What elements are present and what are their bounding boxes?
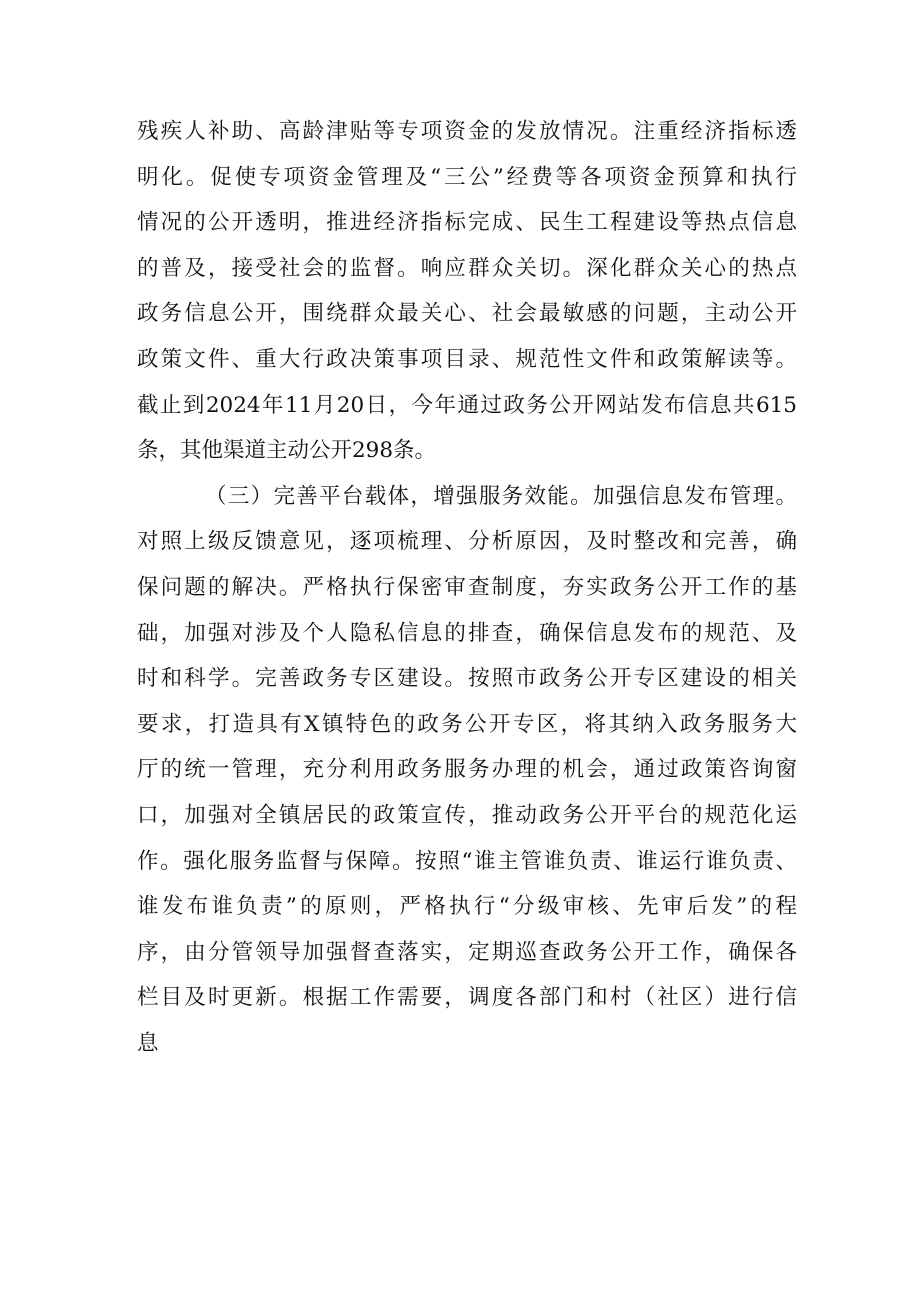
text-line-13: 时和科学。完善政务专区建设。按照市政务公开专区建设的相关: [137, 666, 797, 692]
text-line-5: 政务信息公开，围绕群众最关心、社会最敏感的问题，主动公开: [137, 301, 797, 327]
body-text: [137, 109, 797, 1066]
text-line-10: 对照上级反馈意见，逐项梳理、分析原因，及时整改和完善，确: [137, 529, 797, 555]
text-line-7: 截止到2024年11月20日，今年通过政务公开网站发布信息共615: [137, 392, 797, 418]
text-line-6: 政策文件、重大行政决策事项目录、规范性文件和政策解读等。: [137, 346, 797, 372]
text-line-15: 厅的统一管理，充分利用政务服务办理的机会，通过政策咨询窗: [137, 757, 797, 783]
text-line-2: 明化。促使专项资金管理及“三公”经费等各项资金预算和执行: [137, 164, 797, 190]
text-line-3: 情况的公开透明，推进经济指标完成、民生工程建设等热点信息: [137, 210, 797, 236]
text-line-14: 要求，打造具有X镇特色的政务公开专区，将其纳入政务服务大: [137, 711, 797, 737]
text-line-18: 谁发布谁负责”的原则，严格执行“分级审核、先审后发”的程: [137, 894, 797, 920]
text-line-19: 序，由分管领导加强督查落实，定期巡查政务公开工作，确保各: [137, 939, 797, 965]
text-line-4: 的普及，接受社会的监督。响应群众关切。深化群众关心的热点: [137, 255, 797, 281]
text-line-17: 作。强化服务监督与保障。按照“谁主管谁负责、谁运行谁负责、: [137, 848, 797, 874]
text-line-21: 息: [137, 1030, 159, 1056]
section-heading-3: （三）完善平台载体，增强服务效能。加强信息发布管理。: [205, 483, 797, 509]
text-line-12: 础，加强对涉及个人隐私信息的排查，确保信息发布的规范、及: [137, 620, 797, 646]
text-line-11: 保问题的解决。严格执行保密审查制度，夯实政务公开工作的基: [137, 574, 797, 600]
text-line-1: 残疾人补助、高龄津贴等专项资金的发放情况。注重经济指标透: [137, 119, 797, 144]
text-line-16: 口，加强对全镇居民的政策宣传，推动政务公开平台的规范化运: [137, 802, 797, 828]
text-line-20: 栏目及时更新。根据工作需要，调度各部门和村（社区）进行信: [137, 985, 797, 1011]
text-line-8: 条，其他渠道主动公开298条。: [137, 438, 437, 464]
